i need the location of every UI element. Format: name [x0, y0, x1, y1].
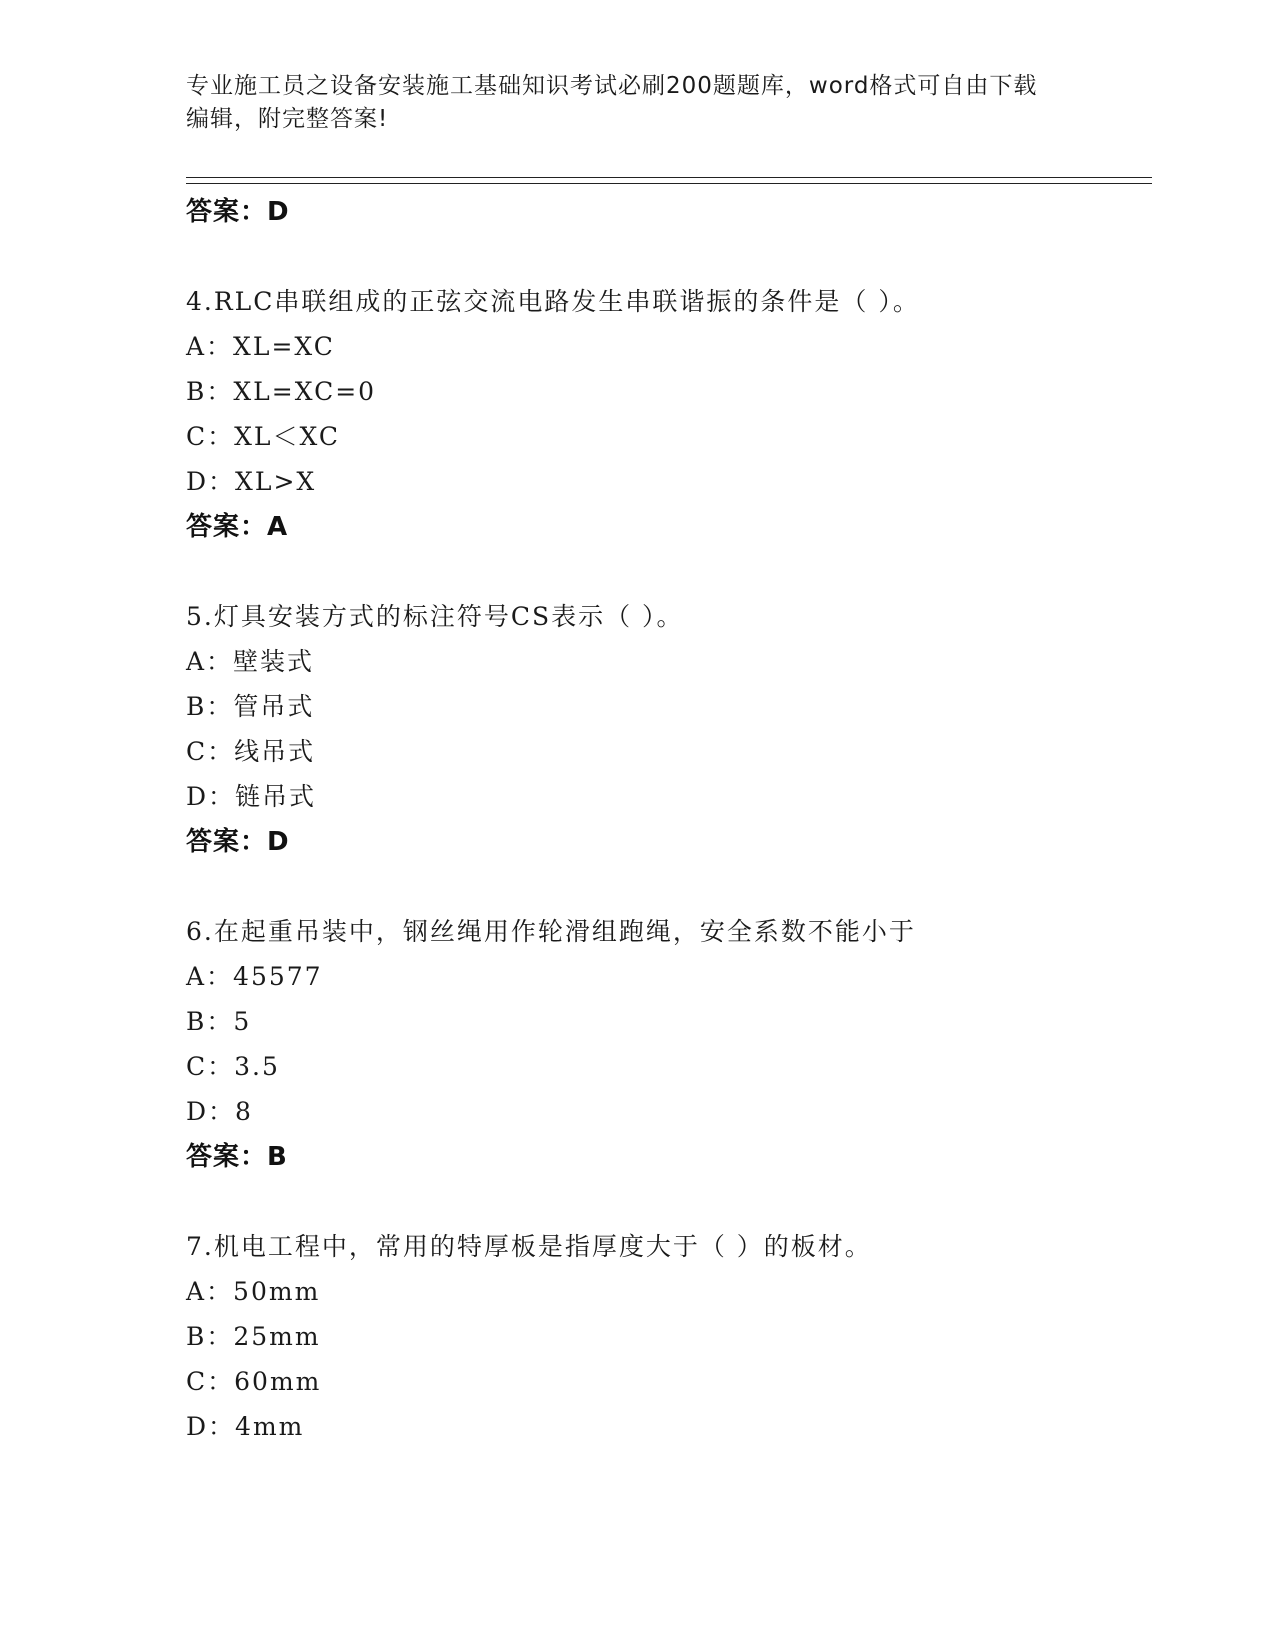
q6-answer: 答案：B — [186, 1142, 288, 1172]
q7-option-a: A：50mm — [186, 1277, 321, 1306]
q5-question: 5.灯具安装方式的标注符号CS表示（ ）。 — [186, 602, 684, 631]
document-header — [186, 70, 1076, 136]
q7-question: 7.机电工程中，常用的特厚板是指厚度大于（ ）的板材。 — [186, 1232, 872, 1261]
q6-option-d: D：8 — [186, 1097, 253, 1126]
q5-option-a: A：壁装式 — [186, 647, 315, 676]
q3-answer: 答案：D — [186, 197, 290, 227]
q6-option-c: C：3.5 — [186, 1052, 280, 1081]
header-divider-top — [186, 177, 1152, 178]
q6-question: 6.在起重吊装中，钢丝绳用作轮滑组跑绳，安全系数不能小于 — [186, 917, 916, 946]
q5-option-c: C：线吊式 — [186, 737, 316, 766]
q4-answer: 答案：A — [186, 512, 289, 542]
q7-option-d: D：4mm — [186, 1412, 305, 1441]
header-divider-bottom — [186, 183, 1152, 184]
q4-option-a: A：XL=XC — [186, 332, 335, 361]
q4-option-c: C：XL＜XC — [186, 422, 341, 451]
q7-option-c: C：60mm — [186, 1367, 322, 1396]
header-title-line-2: 编辑，附完整答案! — [186, 106, 389, 132]
q4-option-d: D：XL>X — [186, 467, 317, 496]
q6-option-b: B：5 — [186, 1007, 252, 1036]
q4-option-b: B：XL=XC=0 — [186, 377, 377, 406]
q6-option-a: A：45577 — [186, 962, 323, 991]
q5-option-d: D：链吊式 — [186, 782, 317, 811]
q5-answer: 答案：D — [186, 827, 290, 857]
q4-question: 4.RLC串联组成的正弦交流电路发生串联谐振的条件是（ ）。 — [186, 287, 920, 316]
header-title-line-1: 专业施工员之设备安装施工基础知识考试必刷200题题库，word格式可自由下载 — [186, 73, 1038, 99]
q7-option-b: B：25mm — [186, 1322, 321, 1351]
q5-option-b: B：管吊式 — [186, 692, 315, 721]
